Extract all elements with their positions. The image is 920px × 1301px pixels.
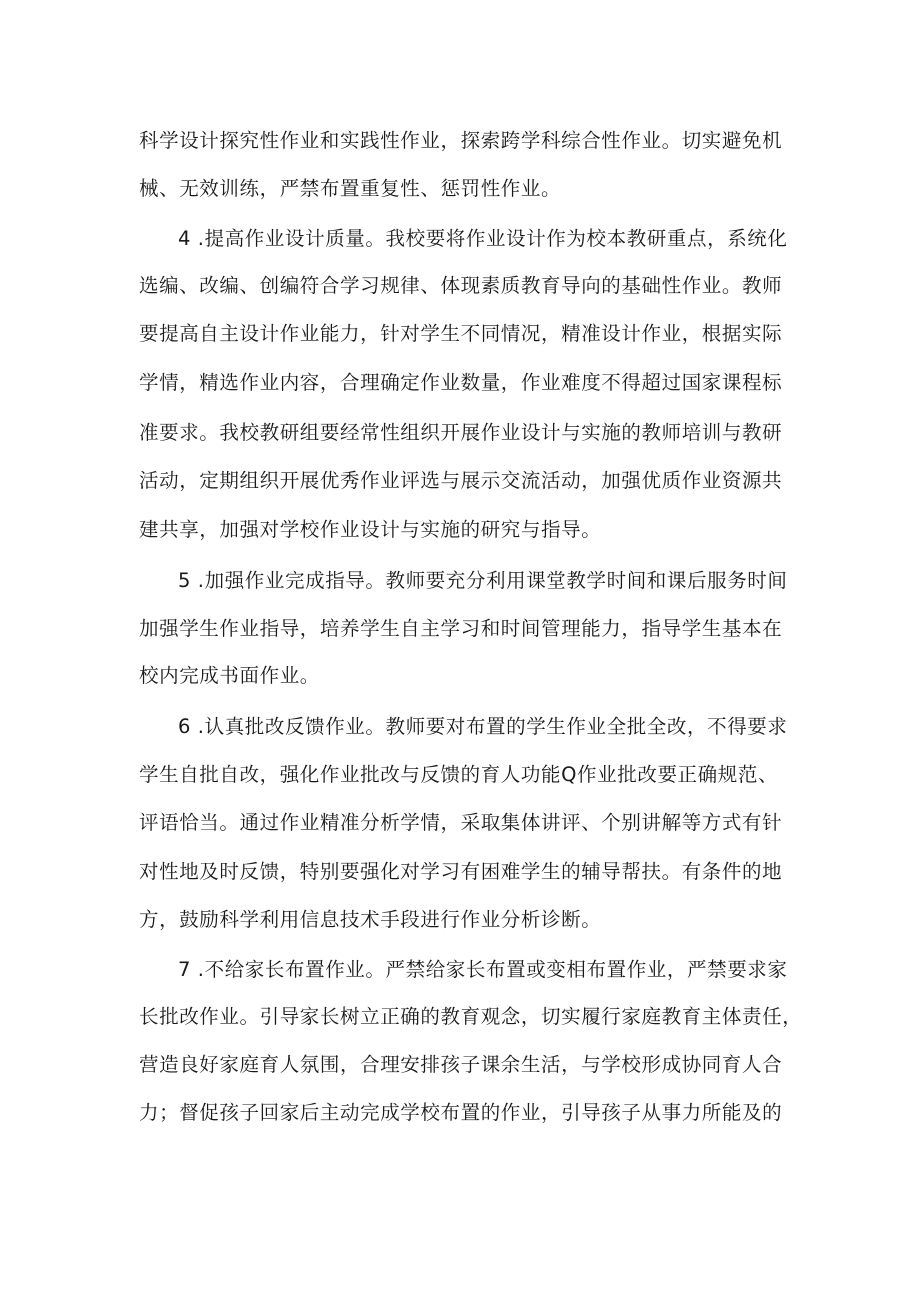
text-line: 方，鼓励科学利用信息技术手段进行作业分析诊断。	[139, 908, 602, 931]
text-line: 营造良好家庭育人氛围，合理安排孩子课余生活，与学校形成协同育人合	[139, 1053, 783, 1076]
text-line: 建共享，加强对学校作业设计与实施的研究与指导。	[139, 518, 602, 541]
text-line: 加强学生作业指导，培养学生自主学习和时间管理能力，指导学生基本在	[139, 617, 783, 640]
text-line: 科学设计探究性作业和实践性作业，探索跨学科综合性作业。切实避免机	[139, 129, 783, 152]
text-line: 评语恰当。通过作业精准分析学情，采取集体讲评、个别讲解等方式有针	[139, 811, 783, 834]
paragraph-first-line: 6 .认真批改反馈作业。教师要对布置的学生作业全批全改，不得要求	[178, 715, 788, 738]
text-line: 活动，定期组织开展优秀作业评选与展示交流活动，加强优质作业资源共	[139, 469, 783, 492]
text-line: 要提高自主设计作业能力，针对学生不同情况，精准设计作业，根据实际	[139, 322, 783, 345]
text-line: 校内完成书面作业。	[139, 664, 320, 687]
paragraph-first-line: 4 .提高作业设计质量。我校要将作业设计作为校本教研重点，系统化	[178, 227, 788, 250]
text-line: 力；督促孩子回家后主动完成学校布置的作业，引导孩子从事力所能及的	[139, 1101, 783, 1124]
text-line: 学生自批自改，强化作业批改与反馈的育人功能Q作业批改要正确规范、	[139, 763, 779, 786]
text-line: 学情，精选作业内容，合理确定作业数量，作业难度不得超过国家课程标	[139, 371, 783, 394]
text-line: 选编、改编、创编符合学习规律、体现素质教育导向的基础性作业。教师	[139, 274, 783, 297]
text-line: 准要求。我校教研组要经常性组织开展作业设计与实施的教师培训与教研	[139, 421, 783, 444]
paragraph-first-line: 7 .不给家长布置作业。严禁给家长布置或变相布置作业，严禁要求家	[178, 958, 788, 981]
text-line: 械、无效训练，严禁布置重复性、惩罚性作业。	[139, 177, 562, 200]
text-line: 对性地及时反馈，特别要强化对学习有困难学生的辅导帮扶。有条件的地	[139, 860, 783, 883]
paragraph-first-line: 5 .加强作业完成指导。教师要充分利用课堂教学时间和课后服务时间	[178, 569, 788, 592]
text-line: 长批改作业。引导家长树立正确的教育观念，切实履行家庭教育主体责任，	[139, 1005, 803, 1028]
